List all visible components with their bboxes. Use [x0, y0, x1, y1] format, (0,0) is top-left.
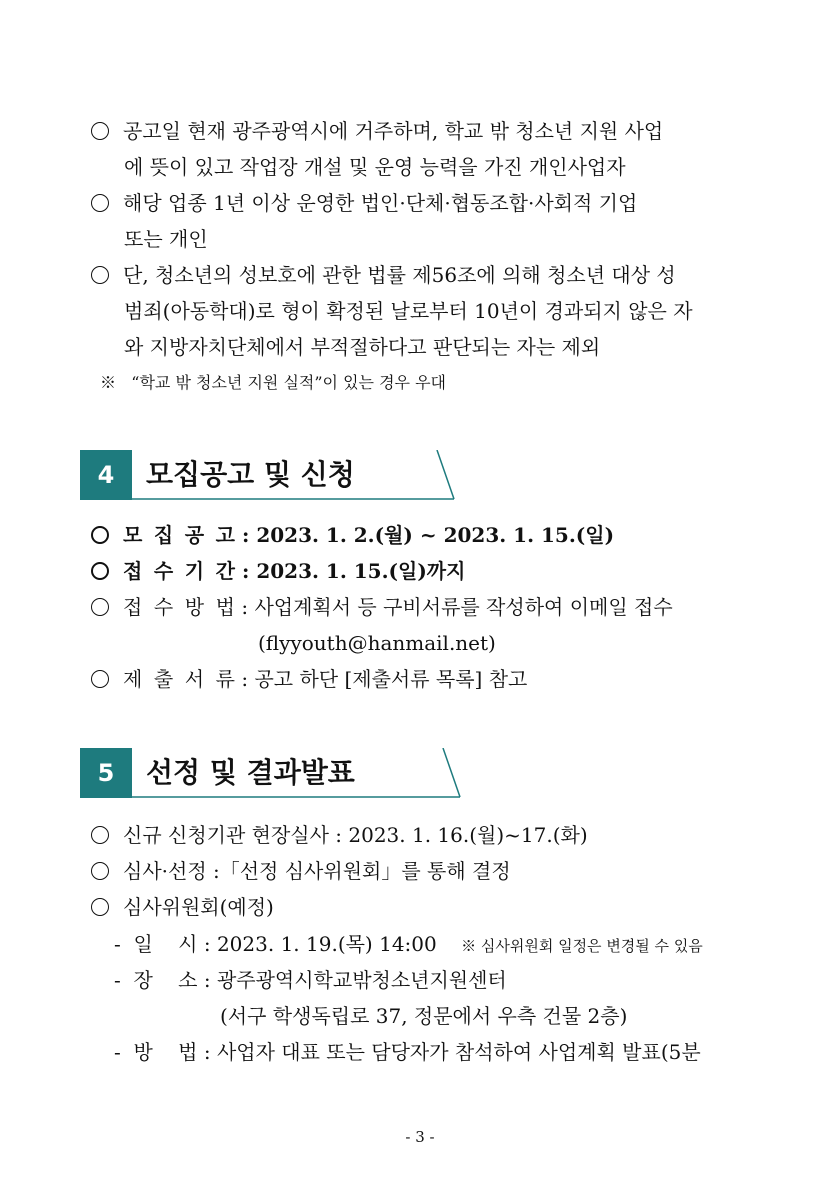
committee-method: - 방 법 : 사업자 대표 또는 담당자가 참석하여 사업계획 발표(5분	[114, 1040, 701, 1064]
section-5-header	[80, 748, 470, 798]
eligibility-item-3-line-1: 단, 청소년의 성보호에 관한 법률 제56조에 의해 청소년 대상 성	[91, 262, 676, 288]
selection-item-review: 심사·선정 :「선정 심사위원회」를 통해 결정	[91, 858, 511, 884]
committee-place: - 장 소 : 광주광역시학교밖청소년지원센터	[114, 968, 507, 992]
section-number: 4	[80, 450, 132, 500]
committee-date: - 일 시 : 2023. 1. 19.(목) 14:00 ※ 심사위원회 일정은 변경될 수 있음	[114, 932, 703, 956]
circle-bullet-icon	[91, 194, 109, 212]
circle-bullet-icon	[91, 598, 109, 616]
circle-bullet-icon	[91, 898, 109, 916]
eligibility-item-1-line-2: 에 뜻이 있고 작업장 개설 및 운영 능력을 가진 개인사업자	[124, 155, 626, 179]
selection-item-committee: 심사위원회(예정)	[91, 894, 274, 920]
selection-item-inspection: 신규 신청기관 현장실사 : 2023. 1. 16.(월)~17.(화)	[91, 822, 588, 848]
circle-bullet-icon	[91, 122, 109, 140]
recruit-item-announcement: 모 집 공 고 : 2023. 1. 2.(월) ~ 2023. 1. 15.(일)	[91, 522, 614, 548]
committee-place-address: (서구 학생독립로 37, 정문에서 우측 건물 2층)	[220, 1004, 628, 1028]
section-title: 모집공고 및 신청	[146, 458, 355, 491]
schedule-change-note: ※ 심사위원회 일정은 변경될 수 있음	[461, 937, 703, 955]
eligibility-item-2-line-2: 또는 개인	[124, 227, 208, 251]
eligibility-note	[100, 370, 446, 396]
eligibility-item-3-line-2: 범죄(아동학대)로 형이 확정된 날로부터 10년이 경과되지 않은 자	[124, 299, 693, 323]
recruit-item-method: 접 수 방 법 : 사업계획서 등 구비서류를 작성하여 이메일 접수	[91, 594, 673, 620]
eligibility-item-1-line-1: 공고일 현재 광주광역시에 거주하며, 학교 밖 청소년 지원 사업	[91, 118, 663, 144]
circle-bullet-icon	[91, 562, 109, 580]
circle-bullet-icon	[91, 266, 109, 284]
section-4-header	[80, 450, 460, 500]
circle-bullet-icon	[91, 826, 109, 844]
page-number: - 3 -	[405, 1128, 435, 1146]
circle-bullet-icon	[91, 670, 109, 688]
circle-bullet-icon	[91, 526, 109, 544]
recruit-item-documents: 제 출 서 류 : 공고 하단 [제출서류 목록] 참고	[91, 666, 527, 692]
note-mark: ※	[100, 373, 117, 392]
circle-bullet-icon	[91, 862, 109, 880]
note-text: “학교 밖 청소년 지원 실적”이 있는 경우 우대	[131, 373, 446, 392]
eligibility-item-3-line-3: 와 지방자치단체에서 부적절하다고 판단되는 자는 제외	[124, 335, 601, 359]
recruit-item-method-email: (flyyouth@hanmail.net)	[258, 631, 496, 655]
section-title: 선정 및 결과발표	[146, 756, 355, 789]
eligibility-item-2-line-1: 해당 업종 1년 이상 운영한 법인·단체·협동조합·사회적 기업	[91, 190, 637, 216]
section-number: 5	[80, 748, 132, 798]
recruit-item-period: 접 수 기 간 : 2023. 1. 15.(일)까지	[91, 558, 465, 584]
